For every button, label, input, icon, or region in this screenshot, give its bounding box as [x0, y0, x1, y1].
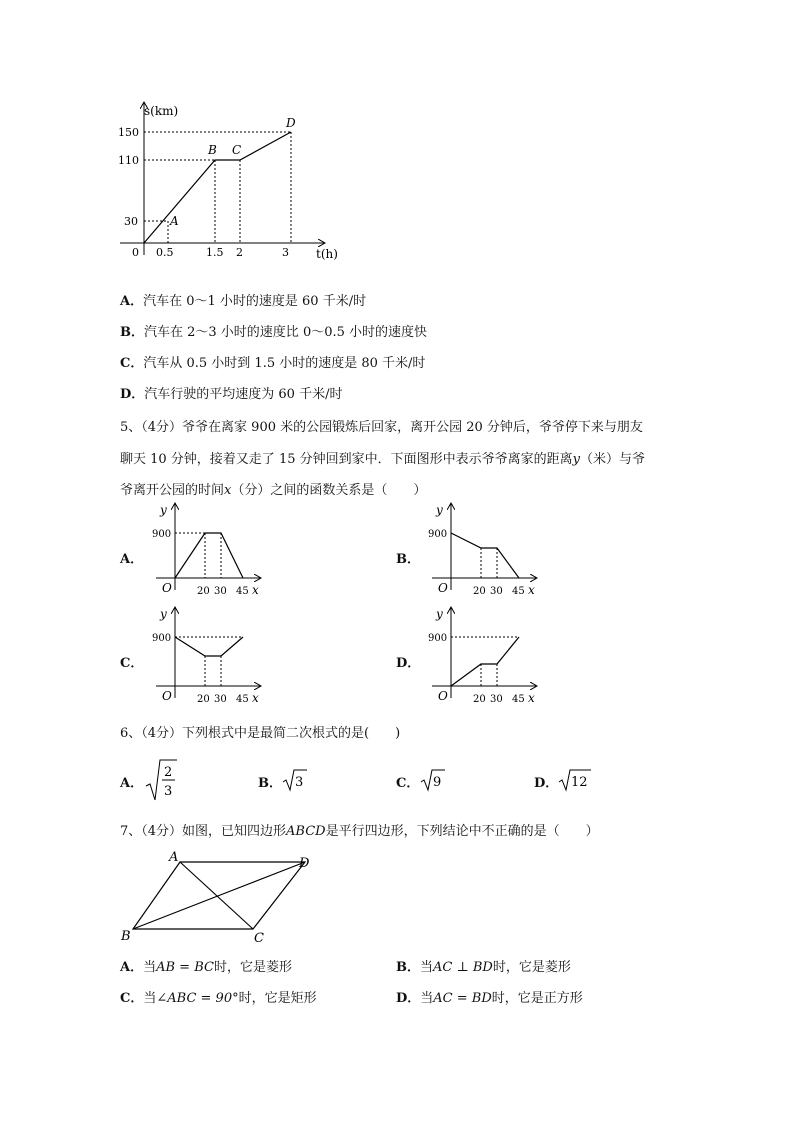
- point-c-label: C: [232, 143, 242, 157]
- q6-option-b: [258, 772, 282, 791]
- q5-stem-line2: [120, 448, 645, 467]
- origin-label: O: [162, 581, 172, 595]
- q6-option-a: [120, 772, 143, 791]
- y-label: y: [436, 503, 443, 517]
- option-pre: 当: [143, 991, 157, 1006]
- option-math: AC ⊥ BD: [433, 960, 493, 975]
- q5-option-a: A．: [120, 552, 144, 567]
- q5-graph-a: [148, 498, 268, 598]
- option-pre: 当: [420, 991, 434, 1006]
- var-y: y: [572, 452, 580, 467]
- option-letter: A．: [120, 294, 144, 309]
- option-post: 时，它是矩形: [238, 991, 317, 1006]
- option-letter: A．: [120, 960, 144, 975]
- tick-20: 20: [197, 694, 210, 702]
- option-letter: C．: [120, 991, 144, 1006]
- option-letter: D．: [396, 991, 421, 1006]
- origin-label: 0: [132, 246, 139, 259]
- x-tick-2: 2: [236, 246, 243, 259]
- option-math: ∠ABC = 90°: [156, 991, 239, 1006]
- var-x: x: [224, 483, 232, 498]
- option-text: 汽车在 2～3 小时的速度比 0～0.5 小时的速度快: [144, 325, 428, 340]
- x-tick-0-5: 0.5: [156, 246, 174, 259]
- option-math: AC = BD: [433, 991, 492, 1006]
- fraction-numerator: 2: [164, 765, 173, 780]
- tick-45: 45: [512, 586, 525, 597]
- option-letter: B．: [396, 960, 420, 975]
- tick-45: 45: [236, 586, 249, 597]
- tick-900: 900: [428, 633, 448, 644]
- stem-text: 爷离开公园的时间: [120, 483, 225, 498]
- option-letter: B．: [258, 776, 282, 791]
- option-letter: C．: [120, 356, 144, 371]
- option-text: 汽车从 0.5 小时到 1.5 小时的速度是 80 千米/时: [143, 356, 426, 371]
- stem-text: 是平行四边形，下列结论中不正确的是（ ）: [325, 824, 599, 839]
- q7-option-d: [396, 987, 583, 1006]
- tick-900: 900: [152, 529, 172, 540]
- x-label: x: [252, 691, 259, 702]
- q5-graph-c: [148, 602, 268, 702]
- tick-30: 30: [490, 586, 503, 597]
- tick-45: 45: [236, 694, 249, 702]
- distance-time-graph: [110, 95, 350, 270]
- tick-900: 900: [152, 633, 172, 644]
- option-letter: C．: [396, 776, 420, 791]
- q5-stem-line3: [120, 479, 426, 498]
- y-axis-label: s(km): [144, 104, 179, 118]
- point-d-label: D: [286, 116, 296, 130]
- tick-20: 20: [473, 694, 486, 702]
- tick-20: 20: [197, 586, 210, 597]
- distance-polyline: [144, 132, 291, 243]
- q7-option-b: [396, 956, 571, 975]
- q4-option-d: [120, 383, 342, 402]
- option-letter: B．: [120, 325, 144, 340]
- parallelogram-figure: [115, 845, 325, 945]
- option-letter: D．: [534, 776, 559, 791]
- sqrt-fraction-2-3: [144, 758, 178, 804]
- q5-option-d: D．: [396, 656, 421, 671]
- option-post: 时，它是菱形: [492, 960, 571, 975]
- q4-option-a: [120, 290, 366, 309]
- option-post: 时，它是正方形: [491, 991, 583, 1006]
- origin-label: O: [438, 581, 448, 595]
- q6-option-c: [396, 772, 419, 791]
- sqrt-9: [420, 768, 446, 792]
- q5-graph-d: [424, 602, 544, 702]
- tick-20: 20: [473, 586, 486, 597]
- x-label: x: [252, 583, 259, 597]
- y-label: y: [436, 607, 443, 621]
- tick-30: 30: [214, 694, 227, 702]
- option-text: 汽车在 0～1 小时的速度是 60 千米/时: [143, 294, 367, 309]
- q6-option-d: [534, 772, 558, 791]
- q5-stem-line1: 5、（4分）爷爷在离家 900 米的公园锻炼后回家，离开公园 20 分钟后，爷爷停下来与朋友: [120, 420, 643, 435]
- option-text: 汽车行驶的平均速度为 60 千米/时: [144, 387, 343, 402]
- stem-text: （分）之间的函数关系是（ ）: [231, 483, 427, 498]
- q4-option-b: [120, 321, 427, 340]
- option-pre: 当: [143, 960, 157, 975]
- y-tick-110: 110: [118, 154, 139, 167]
- q5-graph-b: [424, 498, 544, 598]
- option-letter: A．: [120, 776, 144, 791]
- q6-stem: 6、（4分）下列根式中是最简二次根式的是( ): [120, 726, 401, 741]
- origin-label: O: [438, 689, 448, 702]
- option-letter: D．: [120, 387, 145, 402]
- tick-30: 30: [214, 586, 227, 597]
- y-tick-30: 30: [124, 215, 138, 228]
- q5-option-c: C．: [120, 656, 144, 671]
- option-math: AB = BC: [156, 960, 214, 975]
- q7-option-a: [120, 956, 292, 975]
- radicand: 3: [295, 775, 304, 790]
- y-tick-150: 150: [118, 126, 139, 139]
- vertex-c-label: C: [254, 931, 264, 945]
- tick-900: 900: [428, 529, 448, 540]
- point-a-label: A: [170, 214, 179, 228]
- x-label: x: [528, 583, 535, 597]
- y-label: y: [160, 607, 167, 621]
- sqrt-3: [282, 768, 308, 792]
- x-label: x: [528, 691, 535, 702]
- q7-option-c: [120, 987, 317, 1006]
- quad-name: ABCD: [286, 824, 326, 839]
- stem-text: 7、（4分）如图，已知四边形: [120, 824, 287, 839]
- sqrt-12: [558, 768, 592, 792]
- option-pre: 当: [420, 960, 434, 975]
- q7-stem: [120, 820, 599, 839]
- x-axis-label: t(h): [316, 247, 338, 261]
- stem-text: 聊天 10 分钟，接着又走了 15 分钟回到家中．下面图形中表示爷爷离家的距离: [120, 452, 573, 467]
- stem-text: （米）与爷: [579, 452, 645, 467]
- vertex-b-label: B: [121, 929, 131, 944]
- vertex-a-label: A: [169, 850, 179, 865]
- origin-label: O: [162, 689, 172, 702]
- q5-option-b: B．: [396, 552, 420, 567]
- tick-45: 45: [512, 694, 525, 702]
- x-tick-1-5: 1.5: [206, 246, 224, 259]
- tick-30: 30: [490, 694, 503, 702]
- diagonal-ac: [180, 862, 253, 929]
- radicand: 12: [571, 775, 588, 790]
- option-post: 时，它是菱形: [213, 960, 292, 975]
- point-b-label: B: [208, 143, 217, 157]
- y-label: y: [160, 503, 167, 517]
- vertex-d-label: D: [299, 856, 310, 871]
- x-tick-3: 3: [282, 246, 289, 259]
- radicand: 9: [433, 775, 442, 790]
- fraction-denominator: 3: [164, 784, 173, 799]
- q4-option-c: [120, 352, 425, 371]
